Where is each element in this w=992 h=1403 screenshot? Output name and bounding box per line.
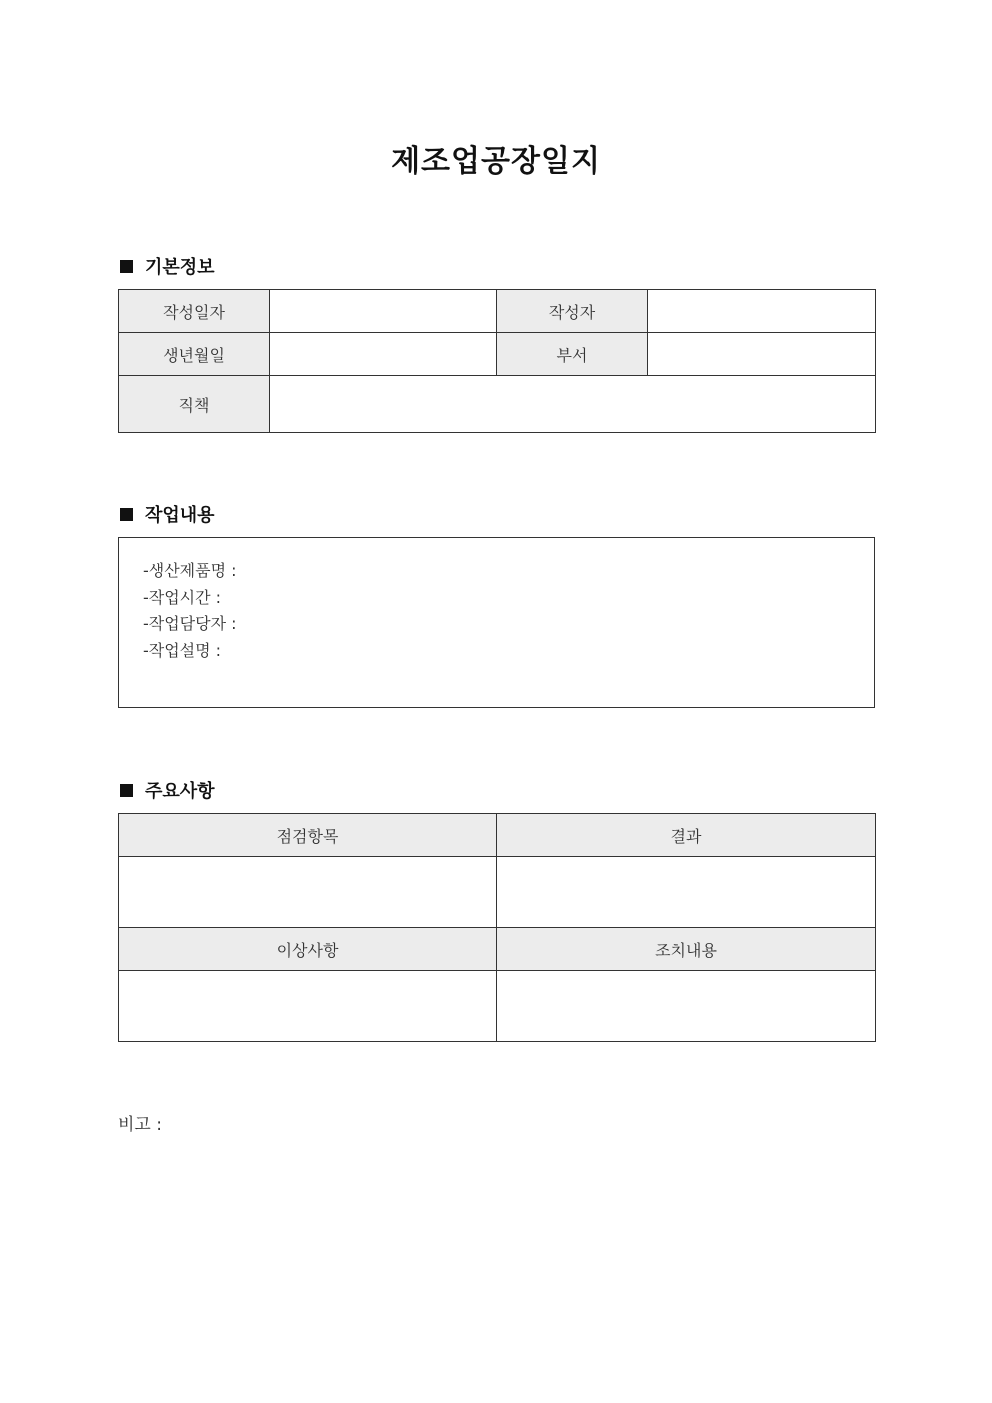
remarks-label: 비고 : <box>118 1115 162 1135</box>
document-title: 제조업공장일지 <box>391 144 601 179</box>
anomaly-field[interactable] <box>119 971 497 1042</box>
section-heading-basic-info <box>118 253 215 279</box>
section-heading-work-content <box>118 501 215 527</box>
department-label: 부서 <box>497 333 648 376</box>
table-row <box>119 814 876 857</box>
table-row <box>119 857 876 928</box>
position-label: 직책 <box>119 376 270 433</box>
inspection-item-field[interactable] <box>119 857 497 928</box>
work-line-worker: -작업담당자 : <box>143 614 237 633</box>
table-row <box>119 928 876 971</box>
position-field[interactable] <box>270 376 876 433</box>
basic-info-table <box>118 289 876 433</box>
table-row <box>119 971 876 1042</box>
inspection-item-header: 점검항목 <box>119 814 497 857</box>
anomaly-header: 이상사항 <box>119 928 497 971</box>
birth-date-label: 생년월일 <box>119 333 270 376</box>
section-heading-main-items <box>118 777 215 803</box>
table-row <box>119 376 876 433</box>
author-label: 작성자 <box>497 290 648 333</box>
main-items-table <box>118 813 876 1042</box>
square-bullet-icon <box>120 784 133 797</box>
result-header: 결과 <box>497 814 876 857</box>
square-bullet-icon <box>120 508 133 521</box>
department-field[interactable] <box>648 333 876 376</box>
action-header: 조치내용 <box>497 928 876 971</box>
action-field[interactable] <box>497 971 876 1042</box>
work-content-box[interactable] <box>118 537 875 708</box>
work-content-lines <box>143 558 237 664</box>
section-heading-text: 작업내용 <box>145 505 215 526</box>
author-field[interactable] <box>648 290 876 333</box>
work-line-product-name: -생산제품명 : <box>143 561 237 580</box>
written-date-label: 작성일자 <box>119 290 270 333</box>
work-line-description: -작업설명 : <box>143 640 222 660</box>
section-heading-text: 주요사항 <box>145 781 215 802</box>
birth-date-field[interactable] <box>270 333 497 376</box>
table-row <box>119 290 876 333</box>
square-bullet-icon <box>120 260 133 273</box>
section-heading-text: 기본정보 <box>145 257 215 278</box>
table-row <box>119 333 876 376</box>
result-field[interactable] <box>497 857 876 928</box>
work-line-work-time: -작업시간 : <box>143 587 222 607</box>
written-date-field[interactable] <box>270 290 497 333</box>
